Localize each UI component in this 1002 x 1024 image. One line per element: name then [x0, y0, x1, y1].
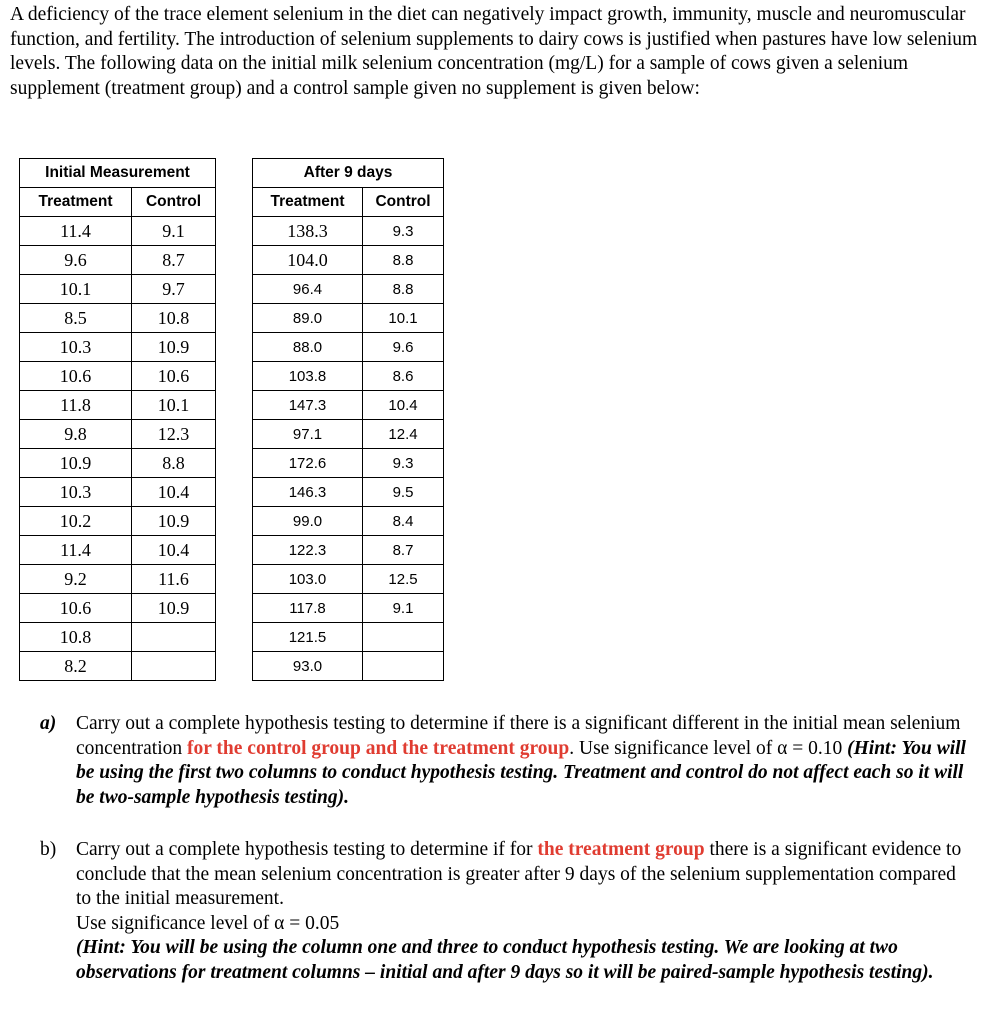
after-treatment-cell: 103.8	[253, 362, 363, 391]
initial-control-cell: 10.1	[132, 391, 216, 420]
problem-intro: A deficiency of the trace element selenium in the diet can negatively impact growth, immunity, muscle and neuromuscular function, and fertility. The introduction of selenium supplements to dairy cows is justified when pastures have low selenium levels. The following data on the initial milk selenium concentration (mg/L) for a sample of cows given a selenium supplement (treatment group) and a control sample given no supplement is given below:	[10, 4, 978, 99]
initial-row	[20, 623, 216, 652]
question-b-text: Carry out a complete hypothesis testing to determine if for	[76, 839, 538, 860]
after-control-cell: 8.8	[363, 246, 444, 275]
after-treatment-cell: 172.6	[253, 449, 363, 478]
after-control-cell: 10.4	[363, 391, 444, 420]
question-b-highlight: the treatment group	[537, 839, 705, 860]
after-control-cell: 8.6	[363, 362, 444, 391]
question-b-level: Use significance level of α = 0.05	[76, 912, 340, 934]
question-b-text-2: there is a significant evidence to conclude that the mean selenium concentration is greater after 9 days of the selenium supplementation compared to the initial measurement.	[76, 839, 962, 909]
after-treatment-cell: 103.0	[253, 565, 363, 594]
after-control-cell: 8.7	[363, 536, 444, 565]
after-treatment-cell: 122.3	[253, 536, 363, 565]
initial-treatment-cell: 10.2	[20, 507, 132, 536]
after-row	[253, 623, 444, 652]
initial-row	[20, 536, 216, 565]
initial-treatment-cell: 11.8	[20, 391, 132, 420]
after-treatment-cell: 147.3	[253, 391, 363, 420]
initial-treatment-cell: 10.6	[20, 594, 132, 623]
initial-treatment-cell: 9.8	[20, 420, 132, 449]
after-treatment-cell: 93.0	[253, 652, 363, 681]
after-control-cell: 9.5	[363, 478, 444, 507]
initial-control-cell: 10.9	[132, 507, 216, 536]
after-row	[253, 362, 444, 391]
initial-col-control: Control	[132, 188, 216, 217]
after-col-treatment: Treatment	[253, 188, 363, 217]
after-row	[253, 217, 444, 246]
after-treatment-cell: 138.3	[253, 217, 363, 246]
question-a-label: a)	[40, 713, 57, 734]
initial-control-cell: 9.7	[132, 275, 216, 304]
initial-treatment-cell: 11.4	[20, 217, 132, 246]
initial-control-cell: 10.9	[132, 333, 216, 362]
initial-row	[20, 507, 216, 536]
after-control-cell: 9.6	[363, 333, 444, 362]
after-table-title: After 9 days	[253, 159, 444, 188]
after-row	[253, 246, 444, 275]
initial-treatment-cell: 9.2	[20, 565, 132, 594]
question-a-text: Carry out a complete hypothesis testing to determine if there is a significant different in the initial mean selenium concentration	[76, 713, 961, 759]
after-table-body	[253, 217, 444, 681]
question-b-hint: (Hint: You will be using the column one and three to conduct hypothesis testing. We are looking at two observations for treatment columns – initial and after 9 days so it will be paired-sample hypothesis testing).	[76, 937, 934, 983]
after-control-cell	[363, 623, 444, 652]
question-a	[40, 712, 970, 810]
after-control-cell: 10.1	[363, 304, 444, 333]
after-control-cell: 9.1	[363, 594, 444, 623]
after-9-days-table	[252, 158, 444, 681]
after-control-cell	[363, 652, 444, 681]
after-control-cell: 8.8	[363, 275, 444, 304]
after-treatment-cell: 88.0	[253, 333, 363, 362]
initial-row	[20, 565, 216, 594]
after-row	[253, 594, 444, 623]
initial-control-cell: 10.6	[132, 362, 216, 391]
initial-row	[20, 449, 216, 478]
after-treatment-cell: 146.3	[253, 478, 363, 507]
initial-row	[20, 304, 216, 333]
initial-row	[20, 362, 216, 391]
initial-control-cell: 10.8	[132, 304, 216, 333]
after-control-cell: 9.3	[363, 217, 444, 246]
after-row	[253, 652, 444, 681]
initial-row	[20, 217, 216, 246]
initial-control-cell: 10.4	[132, 536, 216, 565]
after-row	[253, 391, 444, 420]
after-row	[253, 507, 444, 536]
initial-row	[20, 333, 216, 362]
after-treatment-cell: 97.1	[253, 420, 363, 449]
initial-control-cell: 8.8	[132, 449, 216, 478]
initial-row	[20, 391, 216, 420]
initial-treatment-cell: 11.4	[20, 536, 132, 565]
initial-control-cell: 12.3	[132, 420, 216, 449]
initial-treatment-cell: 8.2	[20, 652, 132, 681]
after-row	[253, 478, 444, 507]
initial-control-cell: 9.1	[132, 217, 216, 246]
after-control-cell: 9.3	[363, 449, 444, 478]
initial-row	[20, 652, 216, 681]
after-row	[253, 333, 444, 362]
question-b-label: b)	[40, 839, 57, 860]
initial-treatment-cell: 8.5	[20, 304, 132, 333]
initial-treatment-cell: 10.8	[20, 623, 132, 652]
initial-treatment-cell: 10.9	[20, 449, 132, 478]
after-row	[253, 420, 444, 449]
question-a-text-2: . Use significance level of α = 0.10	[569, 737, 848, 759]
question-b	[40, 838, 970, 985]
after-col-control: Control	[363, 188, 444, 217]
after-treatment-cell: 104.0	[253, 246, 363, 275]
initial-treatment-cell: 10.6	[20, 362, 132, 391]
initial-control-cell	[132, 652, 216, 681]
initial-control-cell: 10.4	[132, 478, 216, 507]
initial-control-cell: 10.9	[132, 594, 216, 623]
initial-control-cell	[132, 623, 216, 652]
after-treatment-cell: 117.8	[253, 594, 363, 623]
initial-control-cell: 8.7	[132, 246, 216, 275]
question-a-highlight: for the control group and the treatment group	[187, 737, 570, 759]
initial-row	[20, 420, 216, 449]
initial-row	[20, 594, 216, 623]
after-row	[253, 275, 444, 304]
after-row	[253, 565, 444, 594]
initial-table-body	[20, 217, 216, 681]
initial-row	[20, 478, 216, 507]
after-row	[253, 536, 444, 565]
initial-treatment-cell: 10.3	[20, 478, 132, 507]
after-control-cell: 12.4	[363, 420, 444, 449]
after-row	[253, 304, 444, 333]
after-treatment-cell: 96.4	[253, 275, 363, 304]
after-control-cell: 8.4	[363, 507, 444, 536]
after-treatment-cell: 89.0	[253, 304, 363, 333]
initial-treatment-cell: 9.6	[20, 246, 132, 275]
after-treatment-cell: 121.5	[253, 623, 363, 652]
initial-col-treatment: Treatment	[20, 188, 132, 217]
initial-control-cell: 11.6	[132, 565, 216, 594]
after-treatment-cell: 99.0	[253, 507, 363, 536]
after-row	[253, 449, 444, 478]
initial-treatment-cell: 10.3	[20, 333, 132, 362]
initial-row	[20, 275, 216, 304]
question-a-hint: (Hint: You will be using the first two columns to conduct hypothesis testing. Treatment and control do not affect each so it will be two-sample hypothesis testing).	[76, 737, 966, 808]
after-control-cell: 12.5	[363, 565, 444, 594]
initial-treatment-cell: 10.1	[20, 275, 132, 304]
initial-measurement-table	[19, 158, 216, 681]
initial-table-title: Initial Measurement	[20, 159, 216, 188]
initial-row	[20, 246, 216, 275]
